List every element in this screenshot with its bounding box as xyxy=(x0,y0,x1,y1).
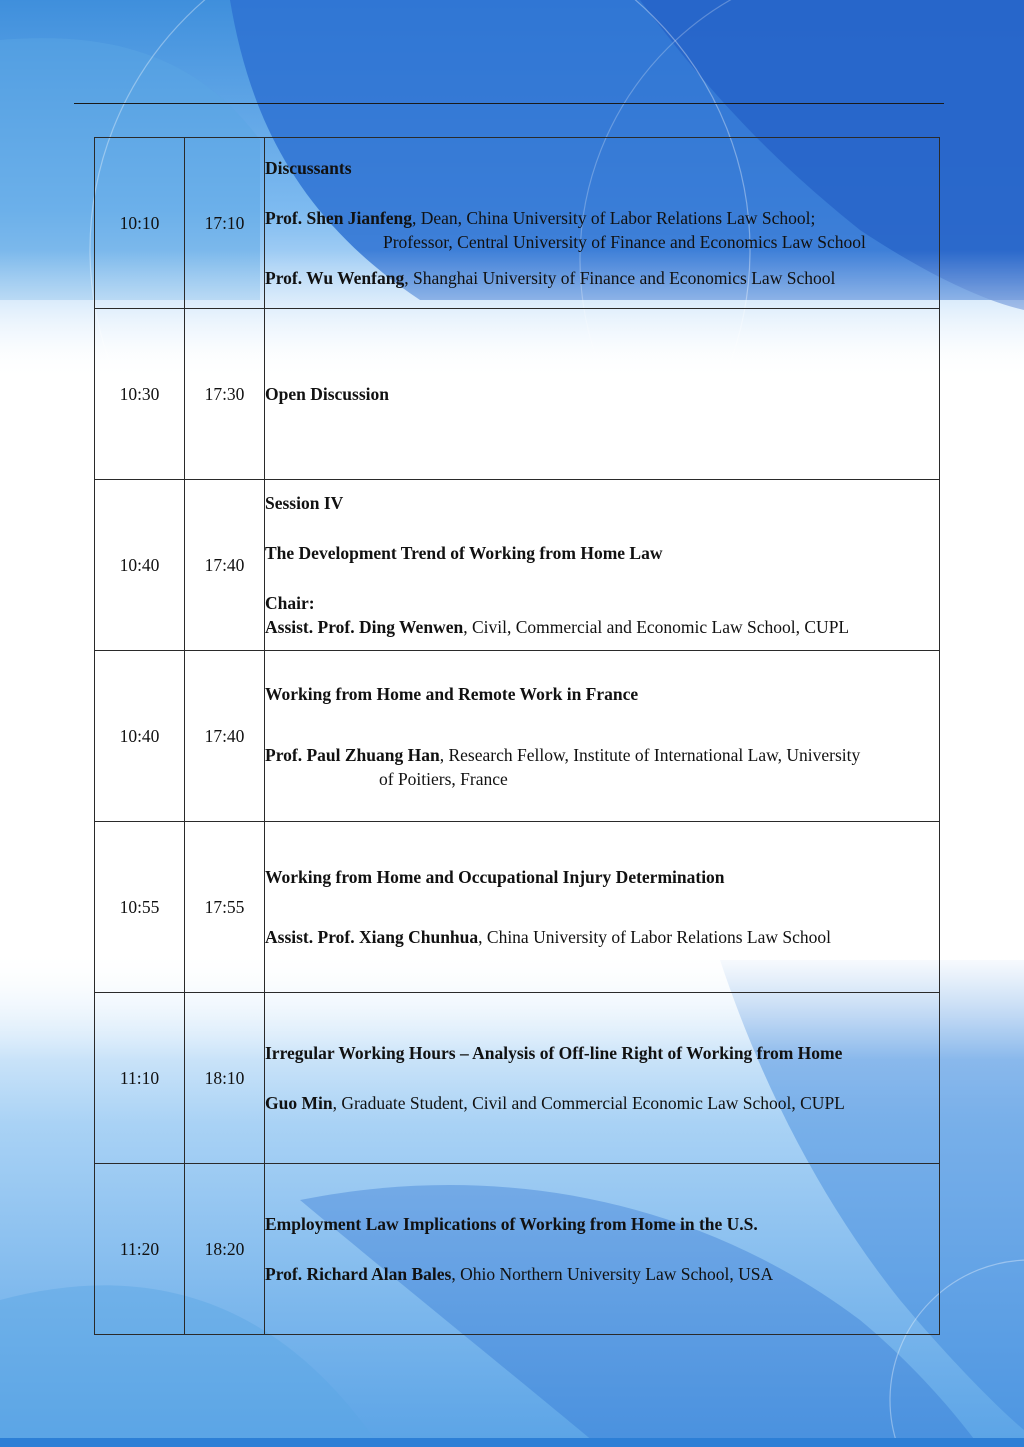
section-heading: Discussants xyxy=(265,158,352,178)
speaker-affiliation: , Shanghai University of Finance and Economics Law School xyxy=(404,268,836,288)
speaker-affiliation: , China University of Labor Relations Law School xyxy=(478,927,831,947)
time-start: 11:10 xyxy=(95,993,185,1164)
table-row xyxy=(95,480,940,651)
time-end: 17:10 xyxy=(185,138,265,309)
speaker-affiliation-cont: Professor, Central University of Finance and Economics Law School xyxy=(383,232,866,252)
session-label: Session IV xyxy=(265,493,344,513)
session-cell xyxy=(265,993,940,1164)
talk-title: Working from Home and Occupational Injury Determination xyxy=(265,867,725,887)
speaker-name: Assist. Prof. Xiang Chunhua xyxy=(265,927,479,947)
session-cell xyxy=(265,651,940,822)
time-start: 10:10 xyxy=(95,138,185,309)
chair-label: Chair: xyxy=(265,593,315,613)
speaker-name: Prof. Shen Jianfeng xyxy=(265,208,412,228)
speaker-name: Prof. Richard Alan Bales xyxy=(265,1264,452,1284)
talk-title: Employment Law Implications of Working from Home in the U.S. xyxy=(265,1214,758,1234)
speaker-affiliation: , Dean, China University of Labor Relations Law School; xyxy=(411,208,816,228)
time-end: 17:40 xyxy=(185,651,265,822)
time-end: 18:20 xyxy=(185,1164,265,1335)
header-rule xyxy=(74,103,944,104)
table-row xyxy=(95,993,940,1164)
speaker-affiliation-cont: of Poitiers, France xyxy=(379,768,508,789)
schedule-table xyxy=(94,137,940,1335)
time-start: 11:20 xyxy=(95,1164,185,1335)
time-end: 17:40 xyxy=(185,480,265,651)
talk-title: Open Discussion xyxy=(265,384,389,404)
table-row xyxy=(95,1164,940,1335)
speaker-affiliation: , Graduate Student, Civil and Commercial Economic Law School, CUPL xyxy=(332,1093,845,1113)
talk-title: The Development Trend of Working from Home Law xyxy=(265,543,663,563)
time-start: 10:55 xyxy=(95,822,185,993)
speaker-affiliation: , Ohio Northern University Law School, USA xyxy=(451,1264,774,1284)
time-start: 10:30 xyxy=(95,309,185,480)
table-row xyxy=(95,651,940,822)
table-row xyxy=(95,822,940,993)
session-cell xyxy=(265,138,940,309)
session-cell xyxy=(265,309,940,480)
time-end: 18:10 xyxy=(185,993,265,1164)
time-end: 17:55 xyxy=(185,822,265,993)
table-row xyxy=(95,138,940,309)
session-cell xyxy=(265,822,940,993)
session-cell xyxy=(265,1164,940,1335)
time-start: 10:40 xyxy=(95,651,185,822)
speaker-name: Guo Min xyxy=(265,1093,333,1113)
talk-title: Working from Home and Remote Work in France xyxy=(265,683,639,704)
talk-title: Irregular Working Hours – Analysis of Off-line Right of Working from Home xyxy=(265,1043,843,1063)
speaker-name: Prof. Wu Wenfang xyxy=(265,268,405,288)
speaker-affiliation: , Research Fellow, Institute of International Law, University xyxy=(439,744,861,765)
table-row xyxy=(95,309,940,480)
speaker-affiliation: , Civil, Commercial and Economic Law School, CUPL xyxy=(463,617,850,637)
speaker-name: Assist. Prof. Ding Wenwen xyxy=(265,617,464,637)
time-end: 17:30 xyxy=(185,309,265,480)
footer-band xyxy=(0,1438,1024,1447)
session-cell xyxy=(265,480,940,651)
time-start: 10:40 xyxy=(95,480,185,651)
speaker-name: Prof. Paul Zhuang Han xyxy=(265,744,440,765)
